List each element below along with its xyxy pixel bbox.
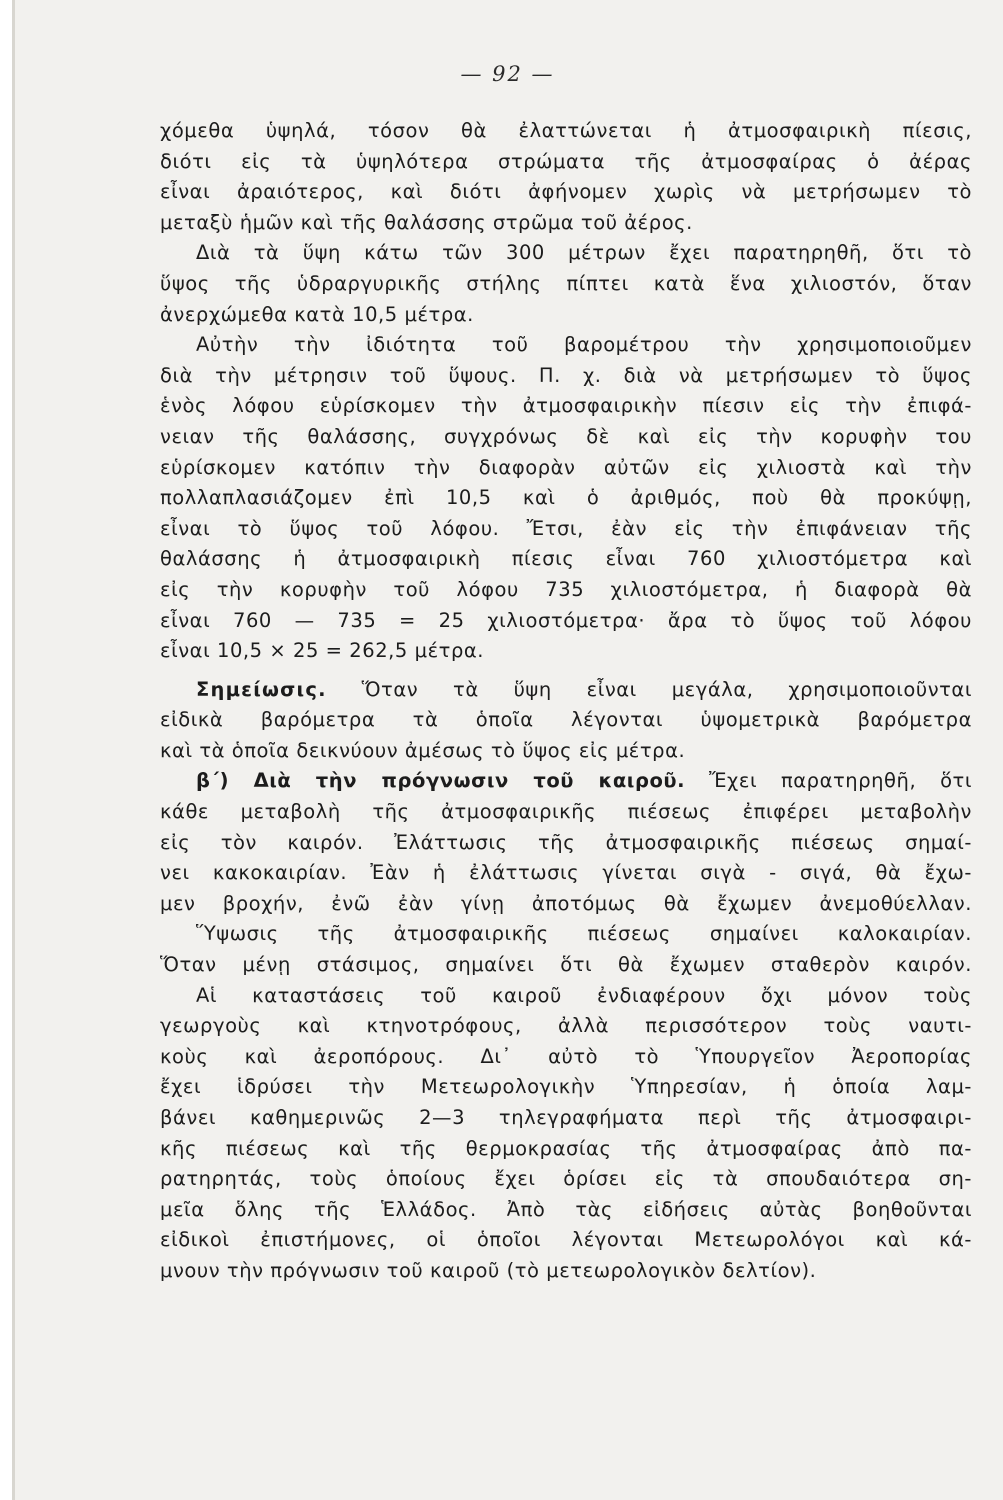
text-line: εἰς τὸν καιρόν. Ἐλάττωσις τῆς ἀτμοσφαιρικῆς πιέσεως σημαί- [160,830,972,854]
text-line: Ὅταν μένῃ στάσιμος, σημαίνει ὅτι θὰ ἔχωμεν σταθερὸν καιρόν. [160,953,972,977]
text-line: νει κακοκαιρίαν. Ἐὰν ἡ ἐλάττωσις γίνεται σιγὰ - σιγά, θὰ ἔχω- [160,861,972,885]
text-line: ἀνερχώμεθα κατὰ 10,5 μέτρα. [160,302,474,326]
text-line: κοὺς καὶ ἀεροπόρους. Δι᾽ αὐτὸ τὸ Ὑπουργεῖον Ἀεροπορίας [160,1044,972,1068]
text-line: καὶ τὰ ὁποῖα δεικνύουν ἀμέσως τὸ ὕψος εἰς μέτρα. [160,738,686,762]
note-label: Σημείωσις. [196,677,327,701]
text-line: ὕψος τῆς ὑδραργυρικῆς στήλης πίπτει κατὰ ἕνα χιλιοστόν, ὅταν [160,271,972,295]
text-line: νειαν τῆς θαλάσσης, συγχρόνως δὲ καὶ εἰς τὴν κορυφὴν του [160,424,972,448]
page-body [160,116,972,1287]
text-line: μεν βροχήν, ἐνῶ ἐὰν γίνῃ ἀποτόμως θὰ ἔχωμεν ἀνεμοθύελλαν. [160,891,972,915]
note-text: Ὅταν τὰ ὕψη εἶναι μεγάλα, χρησιμοποιοῦνται [361,677,972,701]
paragraph [160,238,972,330]
spacer [160,667,972,675]
text-line: εἰδικὰ βαρόμετρα τὰ ὁποῖα λέγονται ὑψομετρικὰ βαρόμετρα [160,708,972,732]
page-number: — 92 — [460,62,555,86]
text-line: μεῖα ὅλης τῆς Ἑλλάδος. Ἀπὸ τὰς εἰδήσεις αὐτὰς βοηθοῦνται [160,1197,972,1221]
text-line: θαλάσσης ἡ ἀτμοσφαιρικὴ πίεσις εἶναι 760 χιλιοστόμετρα καὶ [160,547,972,571]
text-line: βάνει καθημερινῶς 2—3 τηλεγραφήματα περὶ τῆς ἀτμοσφαιρι- [160,1106,972,1129]
text-line: διότι εἰς τὰ ὑψηλότερα στρώματα τῆς ἀτμοσφαίρας ὁ ἀέρας [160,149,972,173]
text-line: Αἱ καταστάσεις τοῦ καιροῦ ἐνδιαφέρουν ὄχι μόνον τοὺς [196,983,972,1007]
text-line: Διὰ τὰ ὕψη κάτω τῶν 300 μέτρων ἔχει παρατηρηθῆ, ὅτι τὸ [196,241,972,265]
text-line: ρατηρητάς, τοὺς ὁποίους ἔχει ὁρίσει εἰς τὰ σπουδαιότερα ση- [160,1167,972,1191]
text-line [160,675,972,706]
book-page [12,0,1003,1500]
text-line: Ὕψωσις τῆς ἀτμοσφαιρικῆς πιέσεως σημαίνει καλοκαιρίαν. [196,922,972,946]
paragraph [160,116,972,238]
text-line: ἔχει ἱδρύσει τὴν Μετεωρολογικὴν Ὑπηρεσίαν, ἡ ὁποία λαμ- [160,1075,972,1099]
text-line: Αὐτὴν τὴν ἰδιότητα τοῦ βαρομέτρου τὴν χρησιμοποιοῦμεν [196,333,972,357]
section-b-text: Ἔχει παρατηρηθῆ, ὅτι [708,769,972,793]
text-line [160,766,972,797]
text-line: εὑρίσκομεν κατόπιν τὴν διαφορὰν αὐτῶν εἰς χιλιοστὰ καὶ τὴν [160,455,972,479]
text-line: εἶναι ἀραιότερος, καὶ διότι ἀφήνομεν χωρὶς νὰ μετρήσωμεν τὸ [160,180,972,204]
text-line: γεωργοὺς καὶ κτηνοτρόφους, ἀλλὰ περισσότερον τοὺς ναυτι- [160,1014,972,1038]
text-line: διὰ τὴν μέτρησιν τοῦ ὕψους. Π. χ. διὰ νὰ μετρήσωμεν τὸ ὕψος [160,363,972,387]
paragraph [160,330,972,667]
note-paragraph [160,675,972,767]
text-line: ἑνὸς λόφου εὑρίσκομεν τὴν ἀτμοσφαιρικὴν πίεσιν εἰς τὴν ἐπιφά- [160,394,972,418]
text-line: εἰδικοὶ ἐπιστήμονες, οἱ ὁποῖοι λέγονται Μετεωρολόγοι καὶ κά- [160,1228,972,1252]
text-line: πολλαπλασιάζομεν ἐπὶ 10,5 καὶ ὁ ἀριθμός, ποὺ θὰ προκύψῃ, [160,486,972,510]
paragraph [160,919,972,980]
text-line: κῆς πιέσεως καὶ τῆς θερμοκρασίας τῆς ἀτμοσφαίρας ἀπὸ πα- [160,1136,972,1160]
text-line: μνουν τὴν πρόγνωσιν τοῦ καιροῦ (τὸ μετεωρολογικὸν δελτίον). [160,1258,817,1282]
text-line: χόμεθα ὑψηλά, τόσον θὰ ἐλαττώνεται ἡ ἀτμοσφαιρικὴ πίεσις, [160,119,972,142]
text-line: εἰς τὴν κορυφὴν τοῦ λόφου 735 χιλιοστόμετρα, ἡ διαφορὰ θὰ [160,577,972,601]
text-line: κάθε μεταβολὴ τῆς ἀτμοσφαιρικῆς πιέσεως ἐπιφέρει μεταβολὴν [160,800,972,824]
text-line: εἶναι 760 — 735 = 25 χιλιοστόμετρα· ἄρα τὸ ὕψος τοῦ λόφου [160,608,972,632]
text-line: εἶναι 10,5 × 25 = 262,5 μέτρα. [160,639,485,663]
section-b-heading: β΄) Διὰ τὴν πρόγνωσιν τοῦ καιροῦ. [196,769,686,793]
text-line: μεταξὺ ἡμῶν καὶ τῆς θαλάσσης στρῶμα τοῦ ἀέρος. [160,210,693,234]
section-b-paragraph [160,766,972,919]
text-line: εἶναι τὸ ὕψος τοῦ λόφου. Ἔτσι, ἐὰν εἰς τὴν ἐπιφάνειαν τῆς [160,516,972,540]
paragraph [160,981,972,1287]
